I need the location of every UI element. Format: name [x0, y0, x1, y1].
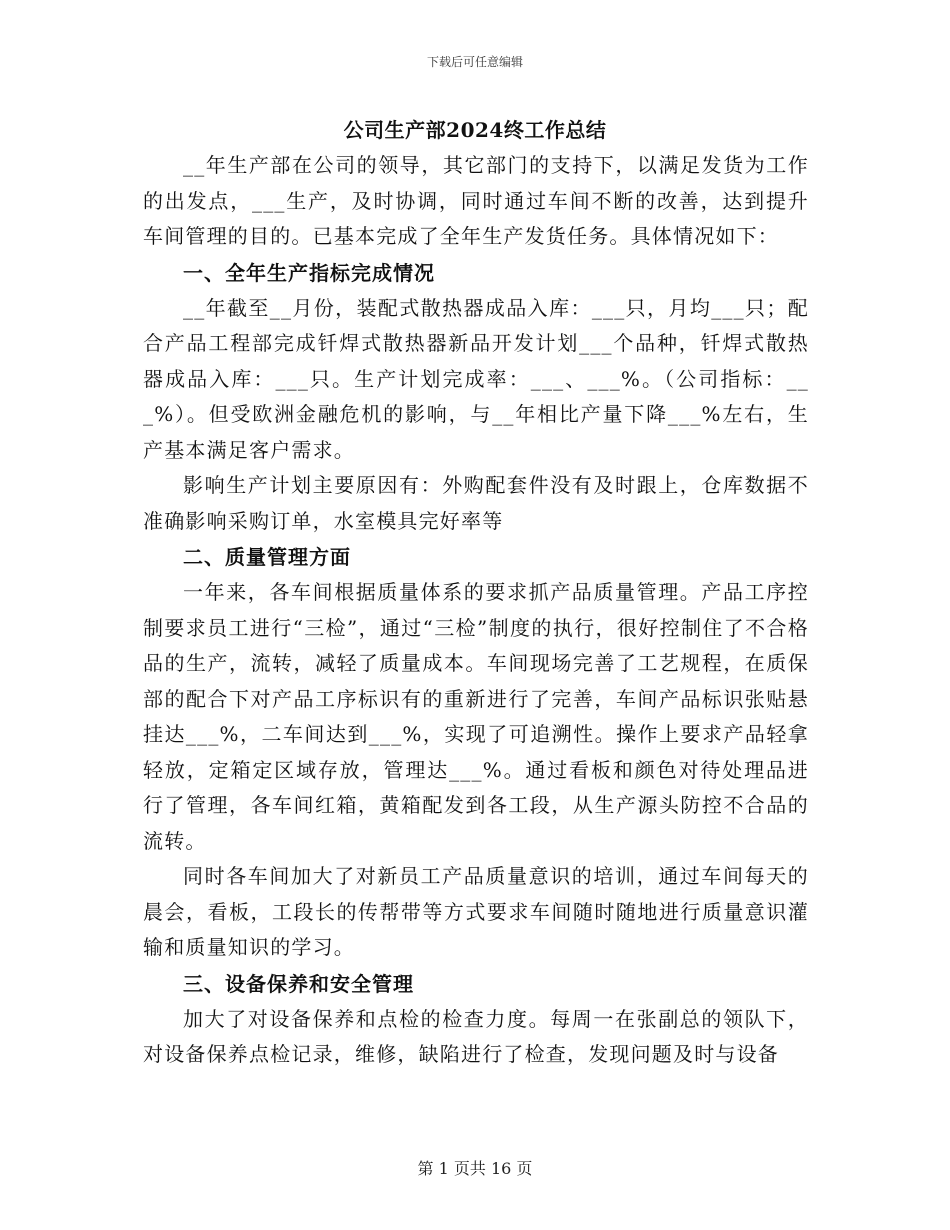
- equipment-paragraph: 加大了对设备保养和点检的检查力度。每周一在张副总的领队下，对设备保养点检记录，维修，缺陷进行了检查，发现问题及时与设备: [143, 1006, 809, 1066]
- production-paragraph: __年截至__月份，装配式散热器成品入库：___只，月均___只；配合产品工程部完成钎焊式散热器新品开发计划___个品种，钎焊式散热器成品入库：___只。生产计划完成率：___、___%。（公司指标：___%）。但受欧洲金融危机的影响，与__年相比产量下降___%左右，生产基本满足客户需求。: [143, 295, 809, 462]
- document-body: [143, 148, 809, 1073]
- page-footer-number: 第 1 页共 16 页: [417, 1159, 533, 1178]
- section-heading-quality: 二、质量管理方面: [183, 545, 351, 569]
- page-header-note: 下载后可任意编辑: [426, 55, 523, 69]
- quality-training-paragraph: 同时各车间加大了对新员工产品质量意识的培训，通过车间每天的晨会，看板，工段长的传帮带等方式要求车间随时随地进行质量意识灌输和质量知识的学习。: [143, 864, 809, 959]
- intro-paragraph: __年生产部在公司的领导，其它部门的支持下，以满足发货为工作的出发点，___生产，及时协调，同时通过车间不断的改善，达到提升车间管理的目的。已基本完成了全年生产发货任务。具体情况如下：: [143, 153, 809, 248]
- section-heading-equipment: 三、设备保养和安全管理: [183, 971, 414, 996]
- production-factors-paragraph: 影响生产计划主要原因有：外购配套件没有及时跟上，仓库数据不准确影响采购订单，水室模具完好率等: [143, 473, 809, 533]
- section-heading-production: 一、全年生产指标完成情况: [183, 260, 435, 285]
- document-title: 公司生产部2024终工作总结: [343, 118, 607, 142]
- quality-paragraph: 一年来，各车间根据质量体系的要求抓产品质量管理。产品工序控制要求员工进行“三检”，通过“三检”制度的执行，很好控制住了不合格品的生产，流转，减轻了质量成本。车间现场完善了工艺规程，在质保部的配合下对产品工序标识有的重新进行了完善，车间产品标识张贴悬挂达___%，二车间达到___%，实现了可追溯性。操作上要求产品轻拿轻放，定箱定区域存放，管理达___%。通过看板和颜色对待处理品进行了管理，各车间红箱，黄箱配发到各工段，从生产源头防控不合品的流转。: [143, 580, 809, 853]
